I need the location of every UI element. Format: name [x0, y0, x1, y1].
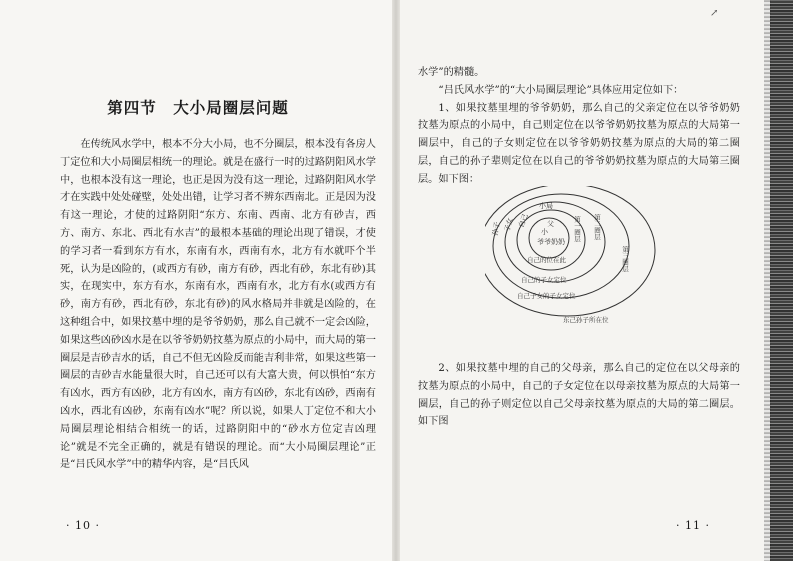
left-paragraph: 在传统风水学中，根本不分大小局，也不分圈层，根本没有各房人丁定位和大小局圈层相统一的理论。就是在盛行一时的过路阴阳风水学中，也根本没有这一理论，也正是因为没有这一理论，过路阴阳风水学才在实践中处处碰壁，处处出错，让学习者不辨东西南北。正是因为没有这一理论，才使的过路阴阳“东方、东南、西南、北方有砂吉，西方、南方、东北、西北有水吉”的最根本基础的理论出现了错误，才使的学习者一看到东方有水，东南有水，西南有水，北方有水就吓个半死，认为是凶险的，(或西方有砂，南方有砂，西北有砂，东北有砂)其实，在现实中，东方有水，东南有水，西南有水，北方有水(或西方有砂，南方有砂，西北有砂，东北有砂)的风水格局并非就是凶险的，在这种组合中，如果抆墓中埋的是爷爷奶奶，那么自己就不一定会凶险，如果这些凶砂凶水是在以爷爷奶奶抆墓为原点的小局中，而大局的第一圈层是吉砂吉水的话，自己不但无凶险反而能吉利非常，如果这些第一圈层的吉砂吉水能量很大时，自己还可以有大富大贵，何以惧怕“东方有凶水，西方有凶砂，北方有凶水，南方有凶砂，东北有凶砂，西南有凶水，西北有凶砂，东南有凶水”呢？所以说，如果人丁定位不和大小局圈层理论相结合相统一的话，过路阴阳中的“砂水方位定吉凶理论”就是不完全正确的，就是有错误的理论。而“大小局圈层理论”正是“吕氏风水学”中的精华内容，是“吕氏风: [60, 139, 376, 471]
right-paragraph: 1、如果抆墓里埋的爷爷奶奶，那么自己的父亲定位在以爷爷奶奶抆墓为原点的小局中，自己则定位在以爷爷奶奶抆墓为原点的大局第一圈层中，自己的子女则定位在以爷爷奶奶抆墓为原点的大局的第二圈层，自己的孙子辈则定位在以自己的爷爷奶奶抆墓为原点的大局第三圈层。如下图：: [418, 102, 740, 185]
label-ring4: 孙子: [491, 221, 502, 237]
label-note1: 自己的位在此: [527, 256, 566, 264]
page-number-left: · 10 ·: [66, 519, 100, 532]
label-note3: 自己子女的子女定位: [517, 292, 576, 300]
label-ring-small-b: 小: [541, 228, 548, 236]
book-gutter: [392, 0, 400, 561]
right-body-bottom: [418, 360, 740, 431]
label-layer3: 第三圈层: [621, 246, 629, 272]
right-paragraph: 2、如果抆墓中埋的自己的父母亲，那么自己的定位在以父母亲的抆墓为原点的小局中，自己的子女定位在以母亲抆墓为原点的大局第一圈层，自己的孙子则定位以自己父母亲抆墓为原点的大局的第二圈层。如下图: [418, 363, 740, 428]
left-body: [60, 136, 376, 474]
label-ring-small-a: 父: [547, 220, 554, 228]
label-note4: 东己孙子所在位: [563, 316, 609, 324]
section-title: 第四节 大小局圈层问题: [107, 98, 289, 117]
label-ring1: 小局: [539, 202, 553, 210]
label-ring2: 自己: [517, 212, 530, 229]
right-body-top: [418, 64, 740, 189]
label-layer1: 第一圈层: [573, 216, 581, 242]
page-number-right: · 11 ·: [676, 519, 710, 532]
right-paragraph: 水学”的精髓。: [418, 67, 485, 78]
scan-edge: [770, 0, 793, 561]
label-center: 爷爷奶奶: [537, 238, 565, 246]
label-layer2: 第二圈层: [593, 214, 601, 240]
right-paragraph: “吕氏风水学”的“大小局圈层理论”具体应用定位如下：: [438, 84, 684, 96]
label-note2: 自己的子女定位: [521, 276, 567, 284]
scan-mark: ↗: [710, 8, 719, 19]
label-ring3: 子女: [503, 216, 515, 233]
circle-layers-diagram: [485, 186, 685, 338]
